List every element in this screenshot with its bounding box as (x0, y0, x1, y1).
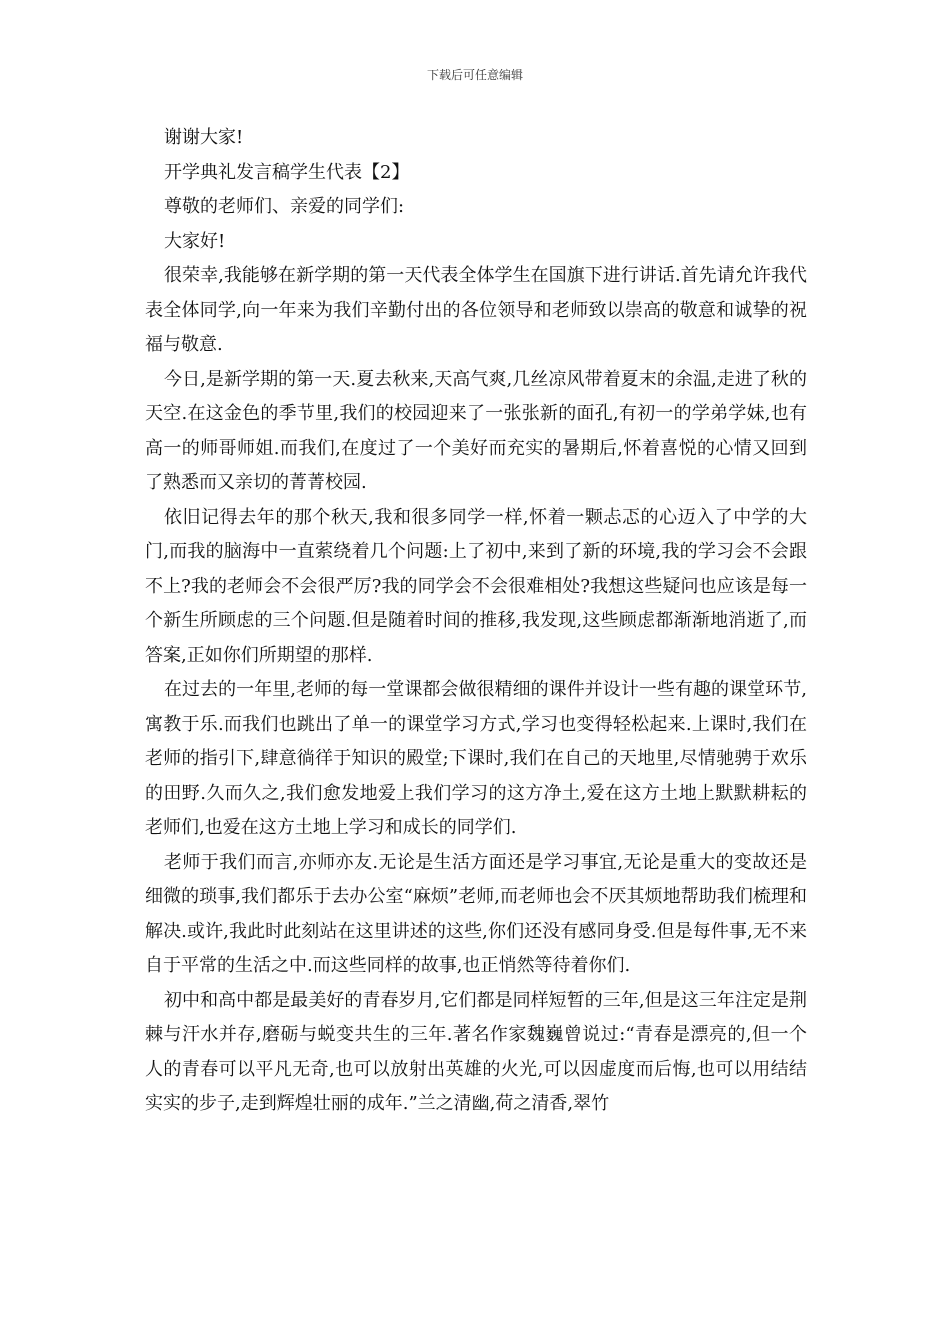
document-body (145, 121, 807, 1122)
salutation: 尊敬的老师们、亲爱的同学们: (164, 196, 405, 217)
paragraph-3: 依旧记得去年的那个秋天,我和很多同学一样,怀着一颗忐忑的心迈入了中学的大门,而我的脑海中一直萦绕着几个问题:上了初中,来到了新的环境,我的学习会不会跟不上?我的老师会不会很严厉?我的同学会不会很难相处?我想这些疑问也应该是每一个新生所顾虑的三个问题.但是随着时间的推移,我发现,这些顾虑都渐渐地消逝了,而答案,正如你们所期望的那样. (145, 506, 807, 666)
paragraph-2: 今日,是新学期的第一天.夏去秋来,天高气爽,几丝凉风带着夏末的余温,走进了秋的天空.在这金色的季节里,我们的校园迎来了一张张新的面孔,有初一的学弟学妹,也有高一的师哥师姐.而我们,在度过了一个美好而充实的暑期后,怀着喜悦的心情又回到了熟悉而又亲切的菁菁校园. (145, 368, 807, 493)
page-header: 下载后可任意编辑 (426, 68, 523, 82)
closing-thanks: 谢谢大家! (164, 127, 244, 148)
paragraph-5: 老师于我们而言,亦师亦友.无论是生活方面还是学习事宜,无论是重大的变故还是细微的琐事,我们都乐于去办公室“麻烦”老师,而老师也会不厌其烦地帮助我们梳理和解决.或许,我此时此刻站在这里讲述的这些,你们还没有感同身受.但是每件事,无不来自于平常的生活之中.而这些同样的故事,也正悄然等待着你们. (145, 851, 807, 976)
greeting: 大家好! (164, 230, 226, 252)
paragraph-6: 初中和高中都是最美好的青春岁月,它们都是同样短暂的三年,但是这三年注定是荆棘与汗水并存,磨砺与蜕变共生的三年.著名作家魏巍曾说过:“青春是漂亮的,但一个人的青春可以平凡无奇,也可以放射出英雄的火光,可以因虚度而后悔,也可以用结结实实的步子,走到辉煌壮丽的成年.”兰之清幽,荷之清香,翠竹 (145, 989, 807, 1114)
speech-title: 开学典礼发言稿学生代表【2】 (164, 161, 410, 183)
paragraph-1: 很荣幸,我能够在新学期的第一天代表全体学生在国旗下进行讲话.首先请允许我代表全体同学,向一年来为我们辛勤付出的各位领导和老师致以崇高的敬意和诚挚的祝福与敬意. (145, 265, 807, 355)
paragraph-4: 在过去的一年里,老师的每一堂课都会做很精细的课件并设计一些有趣的课堂环节,寓教于乐.而我们也跳出了单一的课堂学习方式,学习也变得轻松起来.上课时,我们在老师的指引下,肆意徜徉于知识的殿堂;下课时,我们在自己的天地里,尽情驰骋于欢乐的田野.久而久之,我们愈发地爱上我们学习的这方净土,爱在这方土地上默默耕耘的老师们,也爱在这方土地上学习和成长的同学们. (145, 679, 807, 838)
